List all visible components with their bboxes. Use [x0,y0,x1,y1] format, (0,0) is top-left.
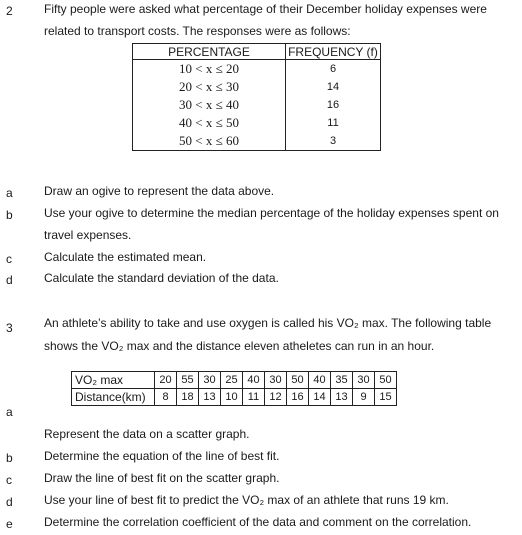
value-cell: 16 [287,389,309,406]
frequency-cell: 6 [286,60,381,79]
table-row [72,372,397,389]
range-cell: 50 < x ≤ 60 [133,132,286,151]
frequency-table [132,43,381,151]
part-text: Draw an ogive to represent the data above. [44,184,275,198]
part-label: b [6,208,13,222]
question-intro: shows the VO₂ max and the distance eleven atheletes can run in an hour. [44,339,435,353]
value-cell: 30 [199,372,221,389]
range-cell: 30 < x ≤ 40 [133,96,286,114]
table-row [133,60,381,79]
question-intro: An athlete’s ability to take and use oxygen is called his VO₂ max. The following table [44,316,492,330]
value-cell: 11 [243,389,265,406]
part-text: Calculate the standard deviation of the data. [44,271,279,285]
part-label: c [6,473,12,487]
frequency-cell: 3 [286,132,381,151]
value-cell: 40 [243,372,265,389]
table-row [133,78,381,96]
value-cell: 14 [309,389,331,406]
part-text: Use your line of best fit to predict the VO₂ max of an athlete that runs 19 km. [44,493,449,507]
question-number: 2 [6,4,13,18]
table-row [133,96,381,114]
value-cell: 13 [331,389,353,406]
frequency-cell: 14 [286,78,381,96]
part-label: b [6,451,13,465]
value-cell: 50 [375,372,397,389]
part-label: a [6,186,13,200]
row-label: Distance(km) [72,389,155,406]
value-cell: 18 [177,389,199,406]
value-cell: 35 [331,372,353,389]
value-cell: 30 [353,372,375,389]
value-cell: 10 [221,389,243,406]
frequency-cell: 11 [286,114,381,132]
range-cell: 20 < x ≤ 30 [133,78,286,96]
part-label: e [6,517,13,531]
part-text-continued: travel expenses. [44,228,132,242]
value-cell: 30 [265,372,287,389]
table-row [133,114,381,132]
part-text: Determine the equation of the line of best fit. [44,449,280,463]
value-cell: 20 [155,372,177,389]
part-text: Use your ogive to determine the median percentage of the holiday expenses spent on [44,206,499,220]
table-row [133,132,381,151]
vo2-distance-table [71,371,397,406]
part-text: Calculate the estimated mean. [44,250,207,264]
value-cell: 13 [199,389,221,406]
range-cell: 40 < x ≤ 50 [133,114,286,132]
row-label: VO₂ max [72,372,155,389]
part-label: d [6,273,13,287]
frequency-cell: 16 [286,96,381,114]
value-cell: 55 [177,372,199,389]
part-label: a [6,405,13,419]
table-header: FREQUENCY (f) [286,44,381,60]
value-cell: 25 [221,372,243,389]
question-intro: related to transport costs. The responses were as follows: [44,24,351,38]
part-text: Draw the line of best fit on the scatter graph. [44,471,280,485]
part-text: Represent the data on a scatter graph. [44,427,250,441]
part-text: Determine the correlation coefficient of the data and comment on the correlation. [44,515,472,529]
value-cell: 15 [375,389,397,406]
question-intro: Fifty people were asked what percentage of their December holiday expenses were [44,2,487,16]
value-cell: 8 [155,389,177,406]
value-cell: 40 [309,372,331,389]
table-header: PERCENTAGE [133,44,286,60]
part-label: d [6,495,13,509]
value-cell: 12 [265,389,287,406]
range-cell: 10 < x ≤ 20 [133,60,286,79]
question-number: 3 [6,321,13,335]
value-cell: 9 [353,389,375,406]
part-label: c [6,252,12,266]
table-row [72,389,397,406]
value-cell: 50 [287,372,309,389]
